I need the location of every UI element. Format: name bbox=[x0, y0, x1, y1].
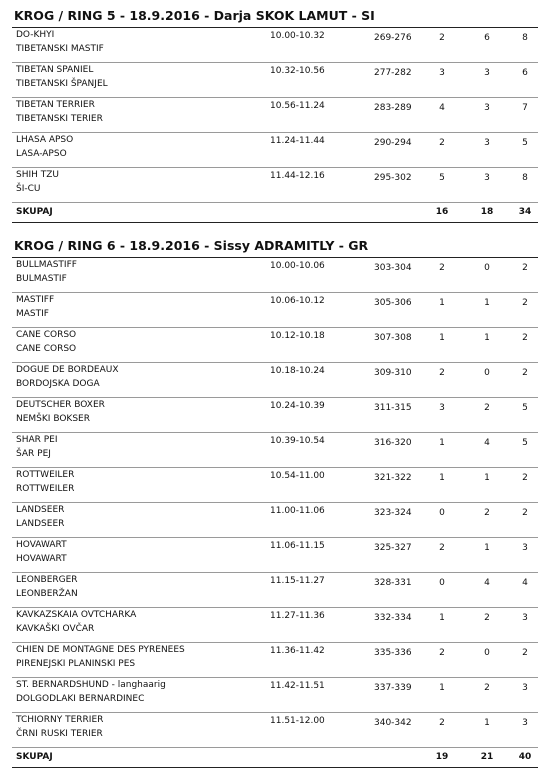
breed-name-local: LASA-APSO bbox=[16, 149, 67, 159]
total-row bbox=[12, 203, 538, 223]
breed-name: ROTTWEILER bbox=[16, 470, 75, 480]
count-col-1: 1 bbox=[439, 683, 445, 693]
catalog-numbers: 328-331 bbox=[374, 578, 412, 588]
count-total: 8 bbox=[522, 33, 528, 43]
breed-name-local: BULMASTIF bbox=[16, 274, 67, 284]
time-slot: 11.36-11.42 bbox=[270, 646, 325, 656]
count-col-1: 3 bbox=[439, 403, 445, 413]
table-row bbox=[12, 363, 538, 398]
count-col-2: 1 bbox=[484, 473, 490, 483]
table-row bbox=[12, 398, 538, 433]
count-total: 7 bbox=[522, 103, 528, 113]
catalog-numbers: 295-302 bbox=[374, 173, 412, 183]
count-total: 2 bbox=[522, 368, 528, 378]
count-col-1: 4 bbox=[439, 103, 445, 113]
time-slot: 11.42-11.51 bbox=[270, 681, 325, 691]
time-slot: 10.39-10.54 bbox=[270, 436, 325, 446]
catalog-numbers: 316-320 bbox=[374, 438, 412, 448]
breed-name: DOGUE DE BORDEAUX bbox=[16, 365, 119, 375]
count-col-2: 0 bbox=[484, 648, 490, 658]
count-col-1: 2 bbox=[439, 138, 445, 148]
table-row bbox=[12, 643, 538, 678]
count-total: 2 bbox=[522, 333, 528, 343]
count-total: 2 bbox=[522, 263, 528, 273]
catalog-numbers: 337-339 bbox=[374, 683, 412, 693]
breed-name-local: HOVAWART bbox=[16, 554, 67, 564]
count-col-1: 1 bbox=[439, 333, 445, 343]
count-total: 3 bbox=[522, 613, 528, 623]
count-total: 3 bbox=[522, 718, 528, 728]
breed-name: TIBETAN SPANIEL bbox=[16, 65, 94, 75]
count-col-2: 3 bbox=[484, 138, 490, 148]
ring-title: KROG / RING 6 - 18.9.2016 - Sissy ADRAMITLY - GR bbox=[12, 234, 538, 258]
count-col-1: 2 bbox=[439, 368, 445, 378]
count-col-2: 4 bbox=[484, 578, 490, 588]
breed-name-local: NEMŠKI BOKSER bbox=[16, 414, 90, 424]
count-col-2: 1 bbox=[484, 333, 490, 343]
count-col-1: 2 bbox=[439, 718, 445, 728]
count-col-2: 2 bbox=[484, 613, 490, 623]
breed-name: MASTIFF bbox=[16, 295, 55, 305]
table-row bbox=[12, 678, 538, 713]
count-col-2: 1 bbox=[484, 718, 490, 728]
count-col-2: 2 bbox=[484, 508, 490, 518]
ring-6-section bbox=[12, 234, 538, 762]
breed-name-local: TIBETANSKI MASTIF bbox=[16, 44, 104, 54]
time-slot: 11.15-11.27 bbox=[270, 576, 325, 586]
count-col-1: 2 bbox=[439, 543, 445, 553]
count-total: 2 bbox=[522, 473, 528, 483]
time-slot: 10.00-10.06 bbox=[270, 261, 325, 271]
table-row bbox=[12, 713, 538, 748]
count-col-2: 2 bbox=[484, 403, 490, 413]
table-row bbox=[12, 168, 538, 203]
breed-name: CANE CORSO bbox=[16, 330, 77, 340]
time-slot: 10.32-10.56 bbox=[270, 66, 325, 76]
table-row bbox=[12, 468, 538, 503]
breed-name-local: LEONBERŽAN bbox=[16, 589, 78, 599]
breed-name-local: ROTTWEILER bbox=[16, 484, 75, 494]
total-label: SKUPAJ bbox=[16, 752, 53, 762]
count-col-2: 3 bbox=[484, 103, 490, 113]
time-slot: 11.27-11.36 bbox=[270, 611, 325, 621]
breed-name: TIBETAN TERRIER bbox=[16, 100, 95, 110]
catalog-numbers: 290-294 bbox=[374, 138, 412, 148]
table-row bbox=[12, 573, 538, 608]
total-label: SKUPAJ bbox=[16, 207, 53, 217]
total-row bbox=[12, 748, 538, 768]
table-row bbox=[12, 133, 538, 168]
breed-name-local: ČRNI RUSKI TERIER bbox=[16, 729, 103, 739]
breed-name: TCHIORNY TERRIER bbox=[16, 715, 104, 725]
catalog-numbers: 335-336 bbox=[374, 648, 412, 658]
count-col-1: 2 bbox=[439, 648, 445, 658]
breed-name-local: BORDOJSKA DOGA bbox=[16, 379, 100, 389]
count-total: 5 bbox=[522, 438, 528, 448]
breed-name-local: KAVKAŠKI OVČAR bbox=[16, 624, 95, 634]
count-col-1: 1 bbox=[439, 473, 445, 483]
count-total: 2 bbox=[522, 508, 528, 518]
time-slot: 10.00-10.32 bbox=[270, 31, 325, 41]
breed-name: LEONBERGER bbox=[16, 575, 78, 585]
breed-name-local: CANE CORSO bbox=[16, 344, 77, 354]
catalog-numbers: 325-327 bbox=[374, 543, 412, 553]
breed-name-local: TIBETANSKI TERIER bbox=[16, 114, 103, 124]
count-total: 6 bbox=[522, 68, 528, 78]
table-row bbox=[12, 538, 538, 573]
count-col-2: 0 bbox=[484, 263, 490, 273]
breed-name-local: LANDSEER bbox=[16, 519, 65, 529]
breed-name: ST. BERNARDSHUND - langhaarig bbox=[16, 680, 166, 690]
breed-name-local: ŠI-CU bbox=[16, 184, 41, 194]
catalog-numbers: 321-322 bbox=[374, 473, 412, 483]
count-total: 2 bbox=[522, 298, 528, 308]
catalog-numbers: 332-334 bbox=[374, 613, 412, 623]
time-slot: 10.56-11.24 bbox=[270, 101, 325, 111]
total-col-1: 16 bbox=[435, 207, 449, 217]
count-col-2: 0 bbox=[484, 368, 490, 378]
total-col-3: 34 bbox=[518, 207, 532, 217]
catalog-numbers: 323-324 bbox=[374, 508, 412, 518]
count-col-2: 1 bbox=[484, 298, 490, 308]
breed-name: KAVKAZSKAIA OVTCHARKA bbox=[16, 610, 137, 620]
catalog-numbers: 277-282 bbox=[374, 68, 412, 78]
table-row bbox=[12, 63, 538, 98]
count-total: 5 bbox=[522, 403, 528, 413]
count-col-2: 3 bbox=[484, 173, 490, 183]
table-row bbox=[12, 98, 538, 133]
catalog-numbers: 303-304 bbox=[374, 263, 412, 273]
breed-name: DO-KHYI bbox=[16, 30, 55, 40]
count-col-1: 2 bbox=[439, 33, 445, 43]
breed-name-local: DOLGODLAKI BERNARDINEC bbox=[16, 694, 145, 704]
catalog-numbers: 305-306 bbox=[374, 298, 412, 308]
total-col-2: 21 bbox=[480, 752, 494, 762]
table-row bbox=[12, 258, 538, 293]
catalog-numbers: 269-276 bbox=[374, 33, 412, 43]
breed-name: LHASA APSO bbox=[16, 135, 74, 145]
catalog-numbers: 311-315 bbox=[374, 403, 412, 413]
count-col-1: 1 bbox=[439, 438, 445, 448]
catalog-numbers: 340-342 bbox=[374, 718, 412, 728]
table-row bbox=[12, 608, 538, 643]
table-row bbox=[12, 293, 538, 328]
count-col-1: 1 bbox=[439, 613, 445, 623]
breed-name: BULLMASTIFF bbox=[16, 260, 77, 270]
breed-name-local: MASTIF bbox=[16, 309, 49, 319]
time-slot: 11.44-12.16 bbox=[270, 171, 325, 181]
table-row bbox=[12, 328, 538, 363]
time-slot: 11.00-11.06 bbox=[270, 506, 325, 516]
time-slot: 10.54-11.00 bbox=[270, 471, 325, 481]
breed-name-local: ŠAR PEJ bbox=[16, 449, 51, 459]
breed-name: HOVAWART bbox=[16, 540, 67, 550]
table-row bbox=[12, 433, 538, 468]
total-col-1: 19 bbox=[435, 752, 449, 762]
table-row bbox=[12, 28, 538, 63]
time-slot: 10.12-10.18 bbox=[270, 331, 325, 341]
count-col-1: 0 bbox=[439, 508, 445, 518]
count-col-2: 1 bbox=[484, 543, 490, 553]
total-col-2: 18 bbox=[480, 207, 494, 217]
count-col-1: 1 bbox=[439, 298, 445, 308]
count-total: 2 bbox=[522, 648, 528, 658]
count-total: 5 bbox=[522, 138, 528, 148]
breed-name-local: TIBETANSKI ŠPANJEL bbox=[16, 79, 108, 89]
count-total: 4 bbox=[522, 578, 528, 588]
catalog-numbers: 307-308 bbox=[374, 333, 412, 343]
time-slot: 10.18-10.24 bbox=[270, 366, 325, 376]
count-col-2: 4 bbox=[484, 438, 490, 448]
ring-title: KROG / RING 5 - 18.9.2016 - Darja SKOK LAMUT - SI bbox=[12, 4, 538, 28]
count-col-1: 0 bbox=[439, 578, 445, 588]
breed-name: CHIEN DE MONTAGNE DES PYRENEES bbox=[16, 645, 185, 655]
count-total: 8 bbox=[522, 173, 528, 183]
count-col-1: 5 bbox=[439, 173, 445, 183]
count-col-2: 3 bbox=[484, 68, 490, 78]
catalog-numbers: 283-289 bbox=[374, 103, 412, 113]
count-col-1: 2 bbox=[439, 263, 445, 273]
breed-name: LANDSEER bbox=[16, 505, 65, 515]
breed-name: SHAR PEI bbox=[16, 435, 58, 445]
count-total: 3 bbox=[522, 683, 528, 693]
time-slot: 11.06-11.15 bbox=[270, 541, 325, 551]
count-col-2: 2 bbox=[484, 683, 490, 693]
time-slot: 10.06-10.12 bbox=[270, 296, 325, 306]
time-slot: 10.24-10.39 bbox=[270, 401, 325, 411]
count-total: 3 bbox=[522, 543, 528, 553]
time-slot: 11.24-11.44 bbox=[270, 136, 325, 146]
breed-name-local: PIRENEJSKI PLANINSKI PES bbox=[16, 659, 136, 669]
count-col-1: 3 bbox=[439, 68, 445, 78]
catalog-numbers: 309-310 bbox=[374, 368, 412, 378]
total-col-3: 40 bbox=[518, 752, 532, 762]
breed-name: SHIH TZU bbox=[16, 170, 60, 180]
count-col-2: 6 bbox=[484, 33, 490, 43]
time-slot: 11.51-12.00 bbox=[270, 716, 325, 726]
ring-5-section bbox=[12, 4, 538, 217]
table-row bbox=[12, 503, 538, 538]
breed-name: DEUTSCHER BOXER bbox=[16, 400, 105, 410]
